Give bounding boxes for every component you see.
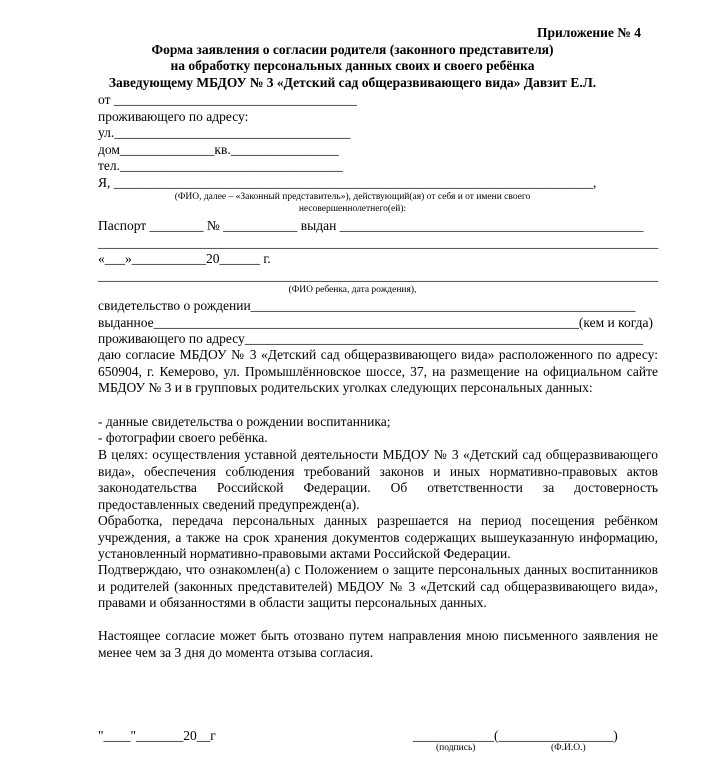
purpose-paragraph: В целях: осуществления уставной деятельности МБДОУ № 3 «Детский сад общеразвивающего вида», обеспечения соблюдения требований законов и иных нормативно-правовых актов законодательства Российской Федерации. Об ответственности за достоверность предоставленных сведений предупрежден(а). bbox=[98, 447, 658, 512]
house-apartment-field[interactable]: дом______________кв.________________ bbox=[98, 142, 339, 157]
street-field[interactable]: ул.___________________________________ bbox=[98, 125, 351, 140]
parent-name-field[interactable]: Я, _______________________________________________________________________, bbox=[98, 175, 597, 190]
title-line-1: Форма заявления о согласии родителя (законного представителя) bbox=[151, 42, 554, 57]
date-field[interactable]: "____"_______20__г bbox=[98, 728, 216, 743]
child-name-field[interactable]: ___________________________________________________________________________________ bbox=[98, 268, 659, 283]
appendix-label: Приложение № 4 bbox=[537, 25, 641, 40]
title-line-3: Заведующему МБДОУ № 3 «Детский сад общеразвивающего вида» Давзит Е.Л. bbox=[108, 75, 597, 90]
signature-label: (подпись) bbox=[436, 743, 476, 753]
phone-field[interactable]: тел._________________________________ bbox=[98, 158, 343, 173]
issued-by-field[interactable]: выданное_______________________________________________________________(кем и когда) bbox=[98, 315, 653, 330]
child-name-note: (ФИО ребенка, дата рождения), bbox=[288, 285, 417, 295]
title-line-2: на обработку персональных данных своих и своего ребёнка bbox=[170, 58, 535, 73]
acknowledge-paragraph: Подтверждаю, что ознакомлен(а) с Положением о защите персональных данных воспитанников и родителей (законных представителей) МБДОУ № 3 «Детский сад общеразвивающего вида», правами и обязанностями в области защиты персональных данных. bbox=[98, 562, 658, 611]
consent-item-birth-certificate: - данные свидетельства о рождении воспитанника; bbox=[98, 414, 391, 429]
parent-name-note: (ФИО, далее – «Законный представитель»), действующий(ая) от себя и от имени своего bbox=[174, 192, 531, 202]
passport-field[interactable]: Паспорт ________ № ___________ выдан _____________________________________________ bbox=[98, 218, 644, 233]
parent-name-note-2: несовершеннолетнего(ей): bbox=[298, 204, 407, 214]
from-field[interactable]: от ____________________________________ bbox=[98, 92, 357, 107]
consent-paragraph: даю согласие МБДОУ № 3 «Детский сад общеразвивающего вида» расположенного по адресу: 650904, г. Кемерово, ул. Промышлённовское шоссе, 37, на размещение на официальном сайте МБДОУ № 3 и в групповых родительских уголках следующих персональных данных: bbox=[98, 347, 658, 396]
full-name-label: (Ф.И.О.) bbox=[551, 743, 586, 753]
signature-field[interactable]: ____________(_________________) bbox=[413, 728, 618, 743]
processing-paragraph: Обработка, передача персональных данных разрешается на период посещения ребёнком учреждения, а также на срок хранения документов содержащих вышеуказанную информацию, установленный нормативно-правовыми актами Российской Федерации. bbox=[98, 513, 658, 562]
address-label: проживающего по адресу: bbox=[98, 109, 249, 124]
passport-issuer-field[interactable]: ___________________________________________________________________________________ bbox=[98, 235, 659, 250]
birth-certificate-field[interactable]: свидетельство о рождении_________________________________________________________ bbox=[98, 298, 636, 313]
child-address-field[interactable]: проживающего по адресу___________________________________________________________ bbox=[98, 331, 644, 346]
consent-item-photos: - фотографии своего ребёнка. bbox=[98, 430, 268, 445]
passport-date-field[interactable]: «___»___________20______ г. bbox=[98, 251, 271, 266]
revoke-paragraph: Настоящее согласие может быть отозвано путем направления мною письменного заявления не менее чем за 3 дня до момента отзыва согласия. bbox=[98, 628, 658, 660]
